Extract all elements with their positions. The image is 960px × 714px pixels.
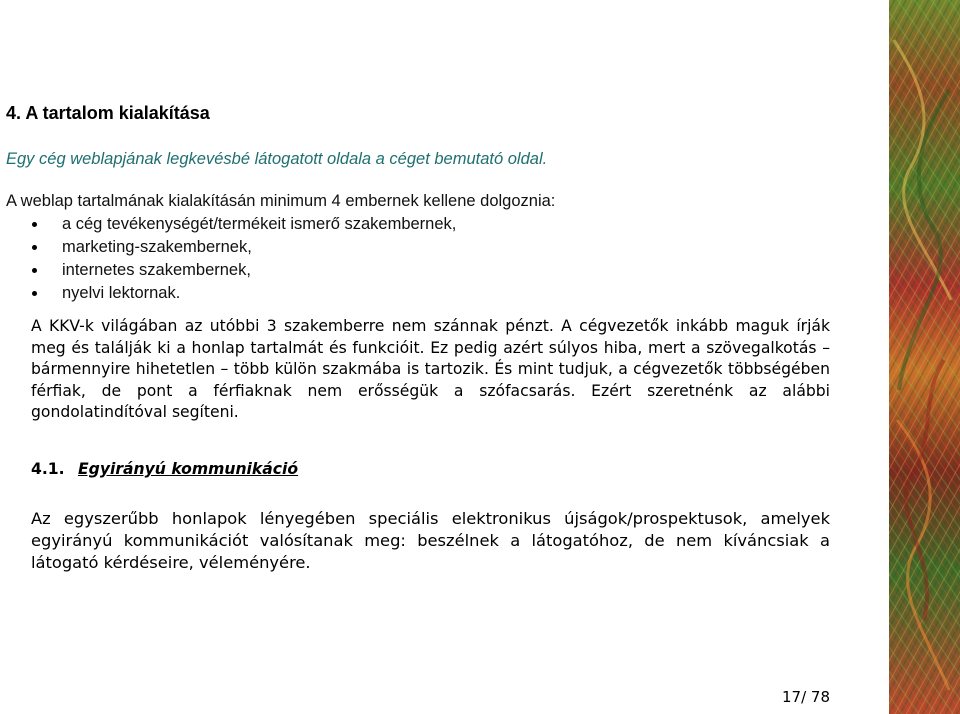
bullet-icon [32,268,37,273]
list-item-text: marketing-szakembernek, [62,238,252,256]
subsection-number: 4.1. [31,460,65,478]
bullet-icon [32,291,37,296]
bullet-icon [32,245,37,250]
texture-art [889,0,960,714]
subsection-heading [31,460,298,478]
body-paragraph: A KKV-k világában az utóbbi 3 szakemberre nem szánnak pénzt. A cégvezetők inkább maguk írják meg és találják ki a honlap tartalmát és funkcióit. Ez pedig azért súlyos hiba, mert a szövegalkotás – bármennyire hihetetlen – több külön szakmába is tartozik. És mint tudjuk, a cégvezetők többségében férfiak, de pont a férfiaknak nem erősségük a szófacsarás. Ezért szeretnénk az alábbi gondolatindítóval segíteni. [31,317,830,421]
list-item-text: nyelvi lektornak. [62,284,181,302]
intro-text: A weblap tartalmának kialakításán minimum 4 embernek kellene dolgoznia: [6,192,556,210]
subsection-paragraph: Az egyszerűbb honlapok lényegében speciális elektronikus újságok/prospektusok, amelyek egyirányú kommunikációt valósítanak meg: beszélnek a látogatóhoz, de nem kíváncsiak a látogató kérdéseire, véleményére. [31,509,830,572]
page-number: 17/ 78 [782,688,830,706]
section-heading: 4. A tartalom kialakítása [6,103,210,123]
bullet-icon [32,222,37,227]
list-item-text: a cég tevékenységét/termékeit ismerő szakembernek, [62,215,457,233]
painted-texture-strip [889,0,960,714]
list-item-text: internetes szakembernek, [62,261,251,279]
subsection-title: Egyirányú kommunikáció [78,460,299,478]
section-subtitle: Egy cég weblapjának legkevésbé látogatott oldala a céget bemutató oldal. [6,150,548,168]
